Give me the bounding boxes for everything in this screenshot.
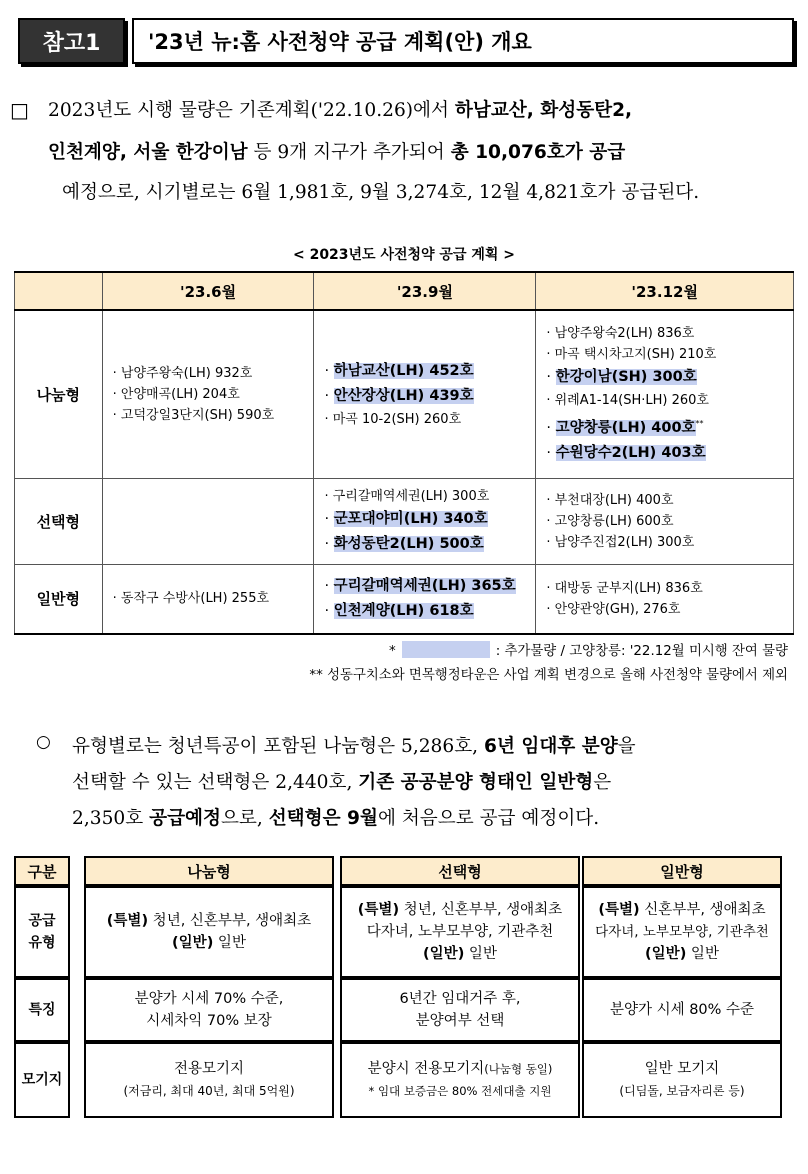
cell-jun: [102, 478, 314, 564]
cell-dec: [536, 564, 794, 634]
list-item: · 위례A1-14(SH·LH) 260호: [546, 392, 709, 408]
table-row: [15, 564, 794, 634]
list-item: · 화성동탄2(LH) 500호: [324, 535, 484, 552]
type-header-ilban: 일반형: [582, 856, 782, 886]
col-header-jun: '23.6월: [102, 272, 314, 310]
circle-bullet-icon: ○: [36, 732, 51, 752]
list-item: · 구리갈매역세권(LH) 365호: [324, 577, 516, 594]
cell-supply-nanum: (특별) 청년, 신혼부부, 생애최초 (일반) 일반: [84, 886, 334, 978]
row-label: 일반형: [15, 564, 103, 634]
list-item: · 인천계양(LH) 618호: [324, 602, 474, 619]
cell-dec: [536, 310, 794, 478]
cell-mortgage-seontaek: 분양시 전용모기지(나눔형 동일) * 임대 보증금은 80% 전세대출 지원: [340, 1042, 580, 1118]
cell-jun: [102, 310, 314, 478]
corner-cell: [15, 272, 103, 310]
footnote-added-volume: * : 추가물량 / 고양창릉: '22.12월 미시행 잔여 물량: [389, 640, 788, 659]
row-label: 나눔형: [15, 310, 103, 478]
cell-sep: [314, 310, 536, 478]
col-header-dec: '23.12월: [536, 272, 794, 310]
row-label-supply: 공급 유형: [14, 886, 70, 978]
intro-line-3: 예정으로, 시기별로는 6월 1,981호, 9월 3,274호, 12월 4,821호가 공급된다.: [62, 182, 700, 203]
row-label-mortgage: 모기지: [14, 1042, 70, 1118]
cell-sep: [314, 478, 536, 564]
list-item: · 고양창릉(LH) 400호**: [546, 418, 704, 436]
added-volume-highlight: 군포대야미(LH) 340호: [333, 510, 488, 527]
summary-line-1: 유형별로는 청년특공이 포함된 나눔형은 5,286호, 6년 임대후 분양을: [72, 736, 636, 757]
intro-line-2: 인천계양, 서울 한강이남 등 9개 지구가 추가되어 총 10,076호가 공급: [48, 142, 626, 163]
cell-mortgage-nanum: 전용모기지 (저금리, 최대 40년, 최대 5억원): [84, 1042, 334, 1118]
added-volume-highlight: 하남교산(LH) 452호: [333, 362, 474, 379]
added-volume-highlight: 구리갈매역세권(LH) 365호: [333, 577, 516, 594]
list-item: · 남양주왕숙(LH) 932호: [112, 365, 253, 381]
page-header: [18, 18, 794, 64]
list-item: · 마곡 택시차고지(SH) 210호: [546, 346, 717, 362]
square-bullet-icon: □: [10, 98, 29, 122]
cell-dec: [536, 478, 794, 564]
list-item: · 동작구 수방사(LH) 255호: [112, 591, 270, 607]
summary-line-3: 2,350호 공급예정으로, 선택형은 9월에 처음으로 공급 예정이다.: [72, 808, 600, 829]
list-item: · 남양주진접2(LH) 300호: [546, 534, 695, 550]
cell-sep: [314, 564, 536, 634]
list-item: · 한강이남(SH) 300호: [546, 368, 697, 385]
list-item: · 군포대야미(LH) 340호: [324, 510, 488, 527]
added-volume-highlight: 한강이남(SH) 300호: [555, 368, 697, 385]
reference-label: 참고1: [18, 18, 125, 64]
table-header-row: [15, 272, 794, 310]
added-volume-highlight: 인천계양(LH) 618호: [333, 602, 474, 619]
intro-line-1: 2023년도 시행 물량은 기존계획('22.10.26)에서 하남교산, 화성동탄2,: [48, 100, 633, 121]
cell-feature-seontaek: 6년간 임대거주 후, 분양여부 선택: [340, 978, 580, 1042]
cell-feature-ilban: 분양가 시세 80% 수준: [582, 978, 782, 1042]
list-item: · 수원당수2(LH) 403호: [546, 444, 706, 461]
highlight-swatch: [402, 641, 490, 658]
row-label-feature: 특징: [14, 978, 70, 1042]
list-item: · 부천대장(LH) 400호: [546, 492, 674, 508]
table-row: [15, 478, 794, 564]
list-item: · 구리갈매역세권(LH) 300호: [324, 488, 490, 504]
table-row: [15, 310, 794, 478]
list-item: · 대방동 군부지(LH) 836호: [546, 580, 703, 596]
added-volume-highlight: 수원당수2(LH) 403호: [555, 444, 706, 461]
col-header-sep: '23.9월: [314, 272, 536, 310]
list-item: · 남양주왕숙2(LH) 836호: [546, 325, 695, 341]
cell-supply-ilban: (특별) 신혼부부, 생애최초 다자녀, 노부모부양, 기관추천 (일반) 일반: [582, 886, 782, 978]
page-title: '23년 뉴:홈 사전청약 공급 계획(안) 개요: [132, 18, 794, 64]
added-volume-highlight: 고양창릉(LH) 400호: [555, 419, 696, 436]
corner-cell: 구분: [14, 856, 70, 886]
summary-line-2: 선택할 수 있는 선택형은 2,440호, 기존 공공분양 형태인 일반형은: [72, 772, 612, 793]
list-item: · 안산장상(LH) 439호: [324, 387, 474, 404]
row-label: 선택형: [15, 478, 103, 564]
list-item: · 마곡 10-2(SH) 260호: [324, 411, 462, 427]
cell-feature-nanum: 분양가 시세 70% 수준, 시세차익 70% 보장: [84, 978, 334, 1042]
table-caption: < 2023년도 사전청약 공급 계획 >: [292, 247, 516, 263]
supply-plan-table: [14, 271, 794, 635]
type-header-nanum: 나눔형: [84, 856, 334, 886]
added-volume-highlight: 화성동탄2(LH) 500호: [333, 535, 484, 552]
cell-supply-seontaek: (특별) 청년, 신혼부부, 생애최초 다자녀, 노부모부양, 기관추천 (일반) 일반: [340, 886, 580, 978]
list-item: · 하남교산(LH) 452호: [324, 362, 474, 379]
list-item: · 고덕강일3단지(SH) 590호: [112, 407, 275, 423]
type-comparison-table: [14, 852, 796, 1124]
list-item: · 안양매곡(LH) 204호: [112, 386, 240, 402]
type-header-seontaek: 선택형: [340, 856, 580, 886]
cell-jun: [102, 564, 314, 634]
added-volume-highlight: 안산장상(LH) 439호: [333, 387, 474, 404]
list-item: · 안양관양(GH), 276호: [546, 601, 681, 617]
cell-mortgage-ilban: 일반 모기지 (디딤돌, 보금자리론 등): [582, 1042, 782, 1118]
footnote-excluded: ** 성동구치소와 면목행정타운은 사업 계획 변경으로 올해 사전청약 물량에서 제외: [309, 668, 788, 683]
list-item: · 고양창릉(LH) 600호: [546, 513, 674, 529]
